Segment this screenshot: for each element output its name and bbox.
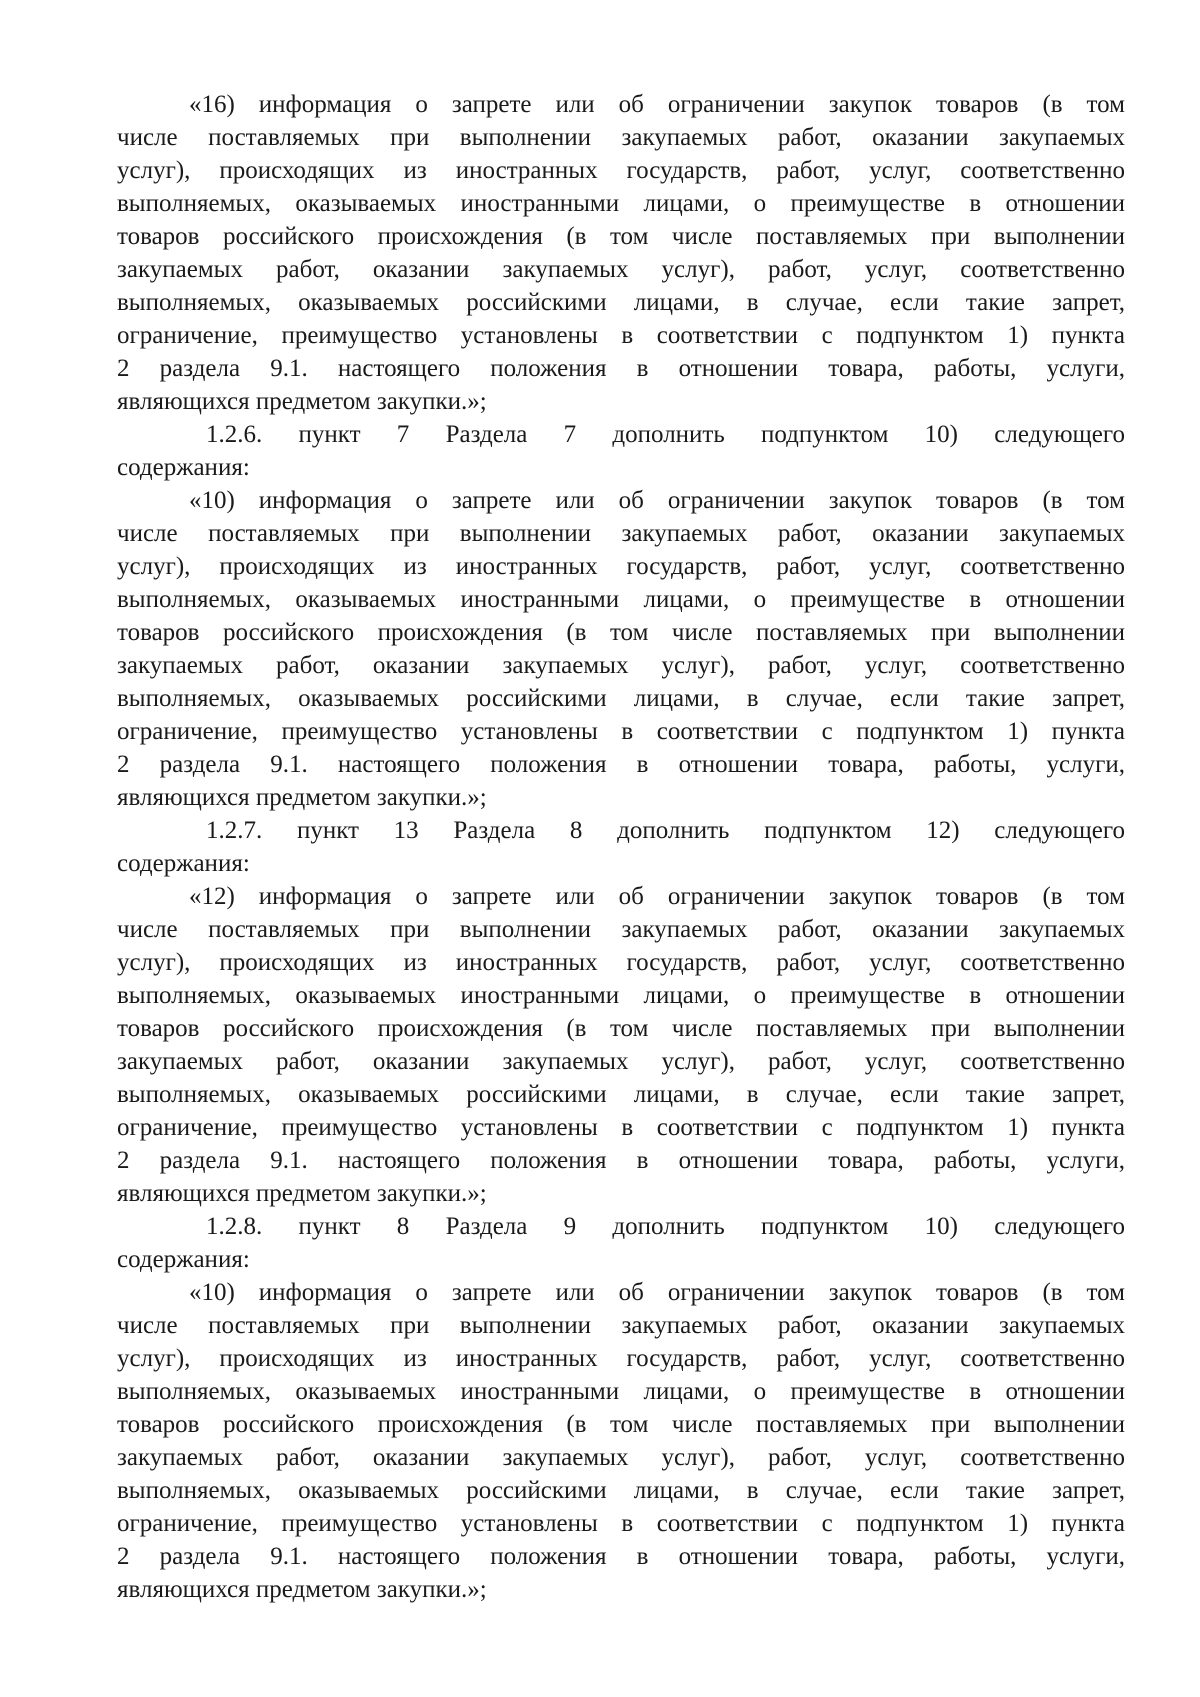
text-line: 2 раздела 9.1. настоящего положения в отношении товара, работы, услуги, [117, 751, 1125, 778]
text-line: ограничение, преимущество установлены в соответствии с подпунктом 1) пункта [117, 718, 1125, 745]
text-line: выполняемых, оказываемых российскими лицами, в случае, если такие запрет, [117, 1477, 1125, 1504]
text-line: 1.2.8. пункт 8 Раздела 9 дополнить подпунктом 10) следующего [206, 1213, 1125, 1240]
text-line: числе поставляемых при выполнении закупаемых работ, оказании закупаемых [117, 916, 1125, 943]
document-body [117, 88, 1125, 1606]
text-line: «12) информация о запрете или об ограничении закупок товаров (в том [189, 883, 1125, 910]
text-line: являющихся предметом закупки.»; [117, 1576, 487, 1603]
text-line: закупаемых работ, оказании закупаемых услуг), работ, услуг, соответственно [117, 652, 1125, 679]
text-line: услуг), происходящих из иностранных государств, работ, услуг, соответственно [117, 553, 1125, 580]
text-line: выполняемых, оказываемых иностранными лицами, о преимуществе в отношении [117, 586, 1125, 613]
text-line: числе поставляемых при выполнении закупаемых работ, оказании закупаемых [117, 124, 1125, 151]
text-line: 1.2.7. пункт 13 Раздела 8 дополнить подпунктом 12) следующего [206, 817, 1125, 844]
text-line: являющихся предметом закупки.»; [117, 784, 487, 811]
text-line: выполняемых, оказываемых иностранными лицами, о преимуществе в отношении [117, 190, 1125, 217]
text-line: закупаемых работ, оказании закупаемых услуг), работ, услуг, соответственно [117, 256, 1125, 283]
text-line: «10) информация о запрете или об ограничении закупок товаров (в том [189, 1279, 1125, 1306]
text-line: товаров российского происхождения (в том числе поставляемых при выполнении [117, 1015, 1125, 1042]
quoted-paragraph [117, 88, 1125, 418]
text-line: являющихся предметом закупки.»; [117, 1180, 487, 1207]
text-line: числе поставляемых при выполнении закупаемых работ, оказании закупаемых [117, 520, 1125, 547]
text-line: содержания: [117, 850, 250, 877]
amendment-item [117, 814, 1125, 880]
text-line: 2 раздела 9.1. настоящего положения в отношении товара, работы, услуги, [117, 1543, 1125, 1570]
amendment-item [117, 1210, 1125, 1276]
text-line: 2 раздела 9.1. настоящего положения в отношении товара, работы, услуги, [117, 1147, 1125, 1174]
text-line: ограничение, преимущество установлены в соответствии с подпунктом 1) пункта [117, 322, 1125, 349]
text-line: содержания: [117, 1246, 250, 1273]
text-line: 2 раздела 9.1. настоящего положения в отношении товара, работы, услуги, [117, 355, 1125, 382]
text-line: услуг), происходящих из иностранных государств, работ, услуг, соответственно [117, 949, 1125, 976]
quoted-paragraph [117, 484, 1125, 814]
text-line: товаров российского происхождения (в том числе поставляемых при выполнении [117, 223, 1125, 250]
amendment-item [117, 418, 1125, 484]
text-line: закупаемых работ, оказании закупаемых услуг), работ, услуг, соответственно [117, 1048, 1125, 1075]
text-line: содержания: [117, 454, 250, 481]
text-line: выполняемых, оказываемых иностранными лицами, о преимуществе в отношении [117, 1378, 1125, 1405]
text-line: выполняемых, оказываемых российскими лицами, в случае, если такие запрет, [117, 289, 1125, 316]
text-line: услуг), происходящих из иностранных государств, работ, услуг, соответственно [117, 157, 1125, 184]
text-line: товаров российского происхождения (в том числе поставляемых при выполнении [117, 619, 1125, 646]
text-line: числе поставляемых при выполнении закупаемых работ, оказании закупаемых [117, 1312, 1125, 1339]
text-line: ограничение, преимущество установлены в соответствии с подпунктом 1) пункта [117, 1114, 1125, 1141]
text-line: выполняемых, оказываемых российскими лицами, в случае, если такие запрет, [117, 1081, 1125, 1108]
text-line: закупаемых работ, оказании закупаемых услуг), работ, услуг, соответственно [117, 1444, 1125, 1471]
text-line: 1.2.6. пункт 7 Раздела 7 дополнить подпунктом 10) следующего [206, 421, 1125, 448]
text-line: товаров российского происхождения (в том числе поставляемых при выполнении [117, 1411, 1125, 1438]
text-line: выполняемых, оказываемых российскими лицами, в случае, если такие запрет, [117, 685, 1125, 712]
quoted-paragraph [117, 880, 1125, 1210]
text-line: являющихся предметом закупки.»; [117, 388, 487, 415]
text-line: услуг), происходящих из иностранных государств, работ, услуг, соответственно [117, 1345, 1125, 1372]
text-line: «10) информация о запрете или об ограничении закупок товаров (в том [189, 487, 1125, 514]
text-line: «16) информация о запрете или об ограничении закупок товаров (в том [189, 91, 1125, 118]
text-line: ограничение, преимущество установлены в соответствии с подпунктом 1) пункта [117, 1510, 1125, 1537]
text-line: выполняемых, оказываемых иностранными лицами, о преимуществе в отношении [117, 982, 1125, 1009]
quoted-paragraph [117, 1276, 1125, 1606]
